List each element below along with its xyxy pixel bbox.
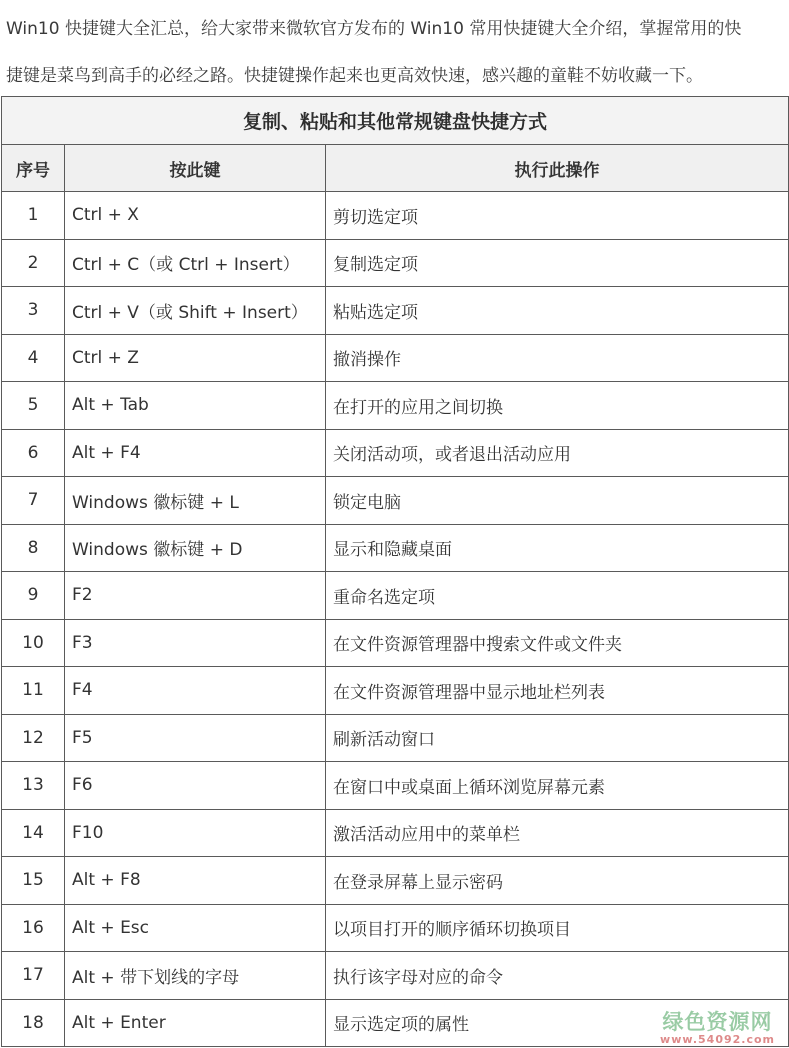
watermark-url: www.54092.com: [660, 1033, 775, 1046]
cell-num: 2: [2, 239, 65, 287]
cell-num: 5: [2, 382, 65, 430]
cell-num: 18: [2, 999, 65, 1047]
cell-num: 12: [2, 714, 65, 762]
cell-action: 粘贴选定项: [326, 287, 789, 335]
cell-keys: Alt + F4: [65, 429, 326, 477]
cell-action: 在登录屏幕上显示密码: [326, 857, 789, 905]
cell-action: 锁定电脑: [326, 477, 789, 525]
intro-paragraph: [6, 6, 784, 100]
cell-keys: Alt + Tab: [65, 382, 326, 430]
cell-keys: F2: [65, 572, 326, 620]
table-row: [2, 762, 789, 810]
table-row: [2, 572, 789, 620]
cell-keys: Windows 徽标键 + D: [65, 524, 326, 572]
cell-num: 14: [2, 809, 65, 857]
table-body: [2, 192, 789, 1047]
cell-num: 15: [2, 857, 65, 905]
cell-keys: Alt + F8: [65, 857, 326, 905]
cell-keys: F6: [65, 762, 326, 810]
cell-action: 在打开的应用之间切换: [326, 382, 789, 430]
cell-num: 13: [2, 762, 65, 810]
cell-action: 在窗口中或桌面上循环浏览屏幕元素: [326, 762, 789, 810]
header-keys: 按此键: [65, 145, 326, 192]
table-row: [2, 619, 789, 667]
table-row: [2, 809, 789, 857]
table-row: [2, 429, 789, 477]
cell-action: 显示和隐藏桌面: [326, 524, 789, 572]
table-row: [2, 857, 789, 905]
cell-action: 刷新活动窗口: [326, 714, 789, 762]
cell-keys: Alt + Enter: [65, 999, 326, 1047]
cell-keys: F10: [65, 809, 326, 857]
cell-num: 3: [2, 287, 65, 335]
cell-action: 在文件资源管理器中显示地址栏列表: [326, 667, 789, 715]
table-row: [2, 667, 789, 715]
table-row: [2, 952, 789, 1000]
cell-action: 执行该字母对应的命令: [326, 952, 789, 1000]
cell-action: 关闭活动项，或者退出活动应用: [326, 429, 789, 477]
cell-action: 以项目打开的顺序循环切换项目: [326, 904, 789, 952]
cell-num: 9: [2, 572, 65, 620]
cell-num: 8: [2, 524, 65, 572]
table-row: [2, 477, 789, 525]
cell-keys: Ctrl + V（或 Shift + Insert）: [65, 287, 326, 335]
table-header-row: [2, 145, 789, 192]
cell-action: 撤消操作: [326, 334, 789, 382]
cell-action: 重命名选定项: [326, 572, 789, 620]
table-row: [2, 714, 789, 762]
cell-keys: Ctrl + X: [65, 192, 326, 240]
cell-num: 11: [2, 667, 65, 715]
cell-keys: Alt + 带下划线的字母: [65, 952, 326, 1000]
table-row: [2, 382, 789, 430]
cell-keys: F4: [65, 667, 326, 715]
intro-line-1: Win10 快捷键大全汇总，给大家带来微软官方发布的 Win10 常用快捷键大全介绍，掌握常用的快: [6, 19, 742, 39]
cell-action: 复制选定项: [326, 239, 789, 287]
table-row: [2, 287, 789, 335]
header-action: 执行此操作: [326, 145, 789, 192]
table-title: 复制、粘贴和其他常规键盘快捷方式: [2, 97, 789, 145]
table-row: [2, 192, 789, 240]
header-num: 序号: [2, 145, 65, 192]
cell-num: 4: [2, 334, 65, 382]
cell-action: 激活活动应用中的菜单栏: [326, 809, 789, 857]
table-row: [2, 524, 789, 572]
cell-num: 1: [2, 192, 65, 240]
cell-num: 6: [2, 429, 65, 477]
cell-keys: Ctrl + Z: [65, 334, 326, 382]
shortcut-table: [1, 96, 789, 1047]
cell-keys: F5: [65, 714, 326, 762]
cell-action: 显示选定项的属性: [326, 999, 789, 1047]
cell-keys: Windows 徽标键 + L: [65, 477, 326, 525]
table-row: [2, 334, 789, 382]
cell-action: 在文件资源管理器中搜索文件或文件夹: [326, 619, 789, 667]
cell-num: 7: [2, 477, 65, 525]
watermark-logo-text: 绿色资源网: [662, 1010, 773, 1034]
table-row: [2, 999, 789, 1047]
cell-keys: F3: [65, 619, 326, 667]
cell-keys: Ctrl + C（或 Ctrl + Insert）: [65, 239, 326, 287]
table-row: [2, 239, 789, 287]
cell-keys: Alt + Esc: [65, 904, 326, 952]
cell-num: 10: [2, 619, 65, 667]
intro-line-2: 捷键是菜鸟到高手的必经之路。快捷键操作起来也更高效快速，感兴趣的童鞋不妨收藏一下。: [6, 66, 703, 86]
cell-action: 剪切选定项: [326, 192, 789, 240]
cell-num: 17: [2, 952, 65, 1000]
cell-num: 16: [2, 904, 65, 952]
table-title-row: [2, 97, 789, 145]
table-row: [2, 904, 789, 952]
